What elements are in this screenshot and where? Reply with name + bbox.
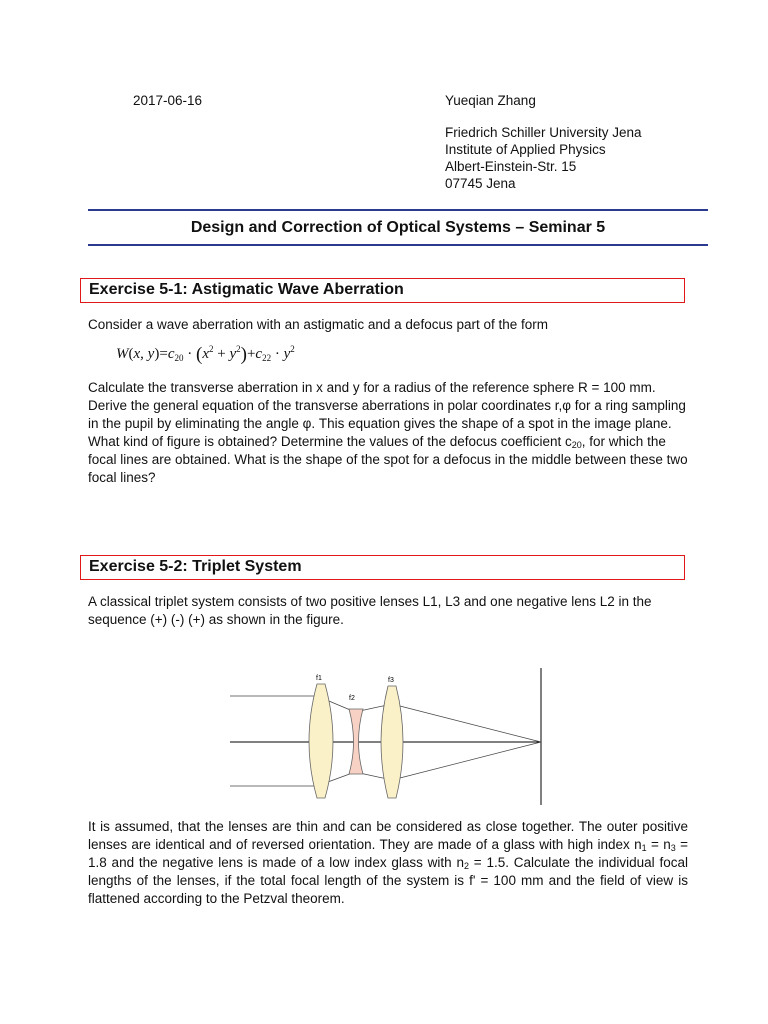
address-block [445,124,642,192]
address-line: Albert-Einstein-Str. 15 [445,159,577,174]
index-subscript: 2 [463,861,469,871]
exercise-1-body [88,379,688,487]
ray-upper-out [392,704,541,742]
exercise-1-intro: Consider a wave aberration with an astigmatic and a defocus part of the form [88,317,548,332]
address-line: 07745 Jena [445,176,516,191]
body-text: It is assumed, that the lenses are thin and can be considered as close together. The outer positive lenses are identical and of reversed orientation. They are made of a glass with high index n [88,819,688,852]
label-f2: f2 [349,695,355,702]
body-text: = 1.5. Calculate the individual focal lengths of the lenses, if the total focal length of the system is f' = 100 mm and the field of view is flattened according to the Petzval theorem. [88,855,688,906]
address-line: Institute of Applied Physics [445,142,606,157]
title-rule-top [88,209,708,211]
exercise-1-heading-box [80,278,685,303]
document-date: 2017-06-16 [133,93,203,108]
ray-lower-out [392,742,541,780]
exercise-2-intro: A classical triplet system consists of two positive lenses L1, L3 and one negative lens L2 in the sequence (+) (-) (+) as shown in the figure. [88,594,652,627]
label-f3: f3 [388,677,394,684]
exercise-1-body-text: Calculate the transverse aberration in x and y for a radius of the reference sphere R = 100 mm. Derive the general equation of the transverse aberrations in polar coordinates r,φ for a ring sampling in the pupil by eliminating the angle φ. This equation gives the shape of a spot in the image plane. What kind of figure is obtained? Determine the values of the defocus coefficient c [88,380,686,449]
label-f1: f1 [316,675,322,682]
wave-aberration-equation: W(x, $y)=c_{20} \cdot (x^2 + y^2)+c_{22} \cdot y^2$ [116,344,295,365]
exercise-1-body-text-end: , for which the focal lines are obtained. What is the shape of the spot for a defocus in the middle between these two focal lines? [88,434,688,485]
lens-l3 [381,686,403,798]
coefficient-subscript: 20 [571,440,582,450]
title-rule-bottom [88,244,708,246]
exercise-2-heading: Exercise 5-2: Triplet System [89,558,302,575]
body-text: = n [646,837,671,852]
exercise-2-heading-box [80,555,685,580]
lens-l1 [309,684,333,798]
index-subscript: 3 [670,843,676,853]
index-subscript: 1 [641,843,647,853]
body-text: = 1.8 and the negative lens is made of a low index glass with n [88,837,688,870]
page-title: Design and Correction of Optical Systems – Seminar 5 [190,219,606,236]
triplet-system-figure [225,664,550,809]
author-name: Yueqian Zhang [445,93,536,108]
exercise-2-body [88,818,688,908]
address-line: Friedrich Schiller University Jena [445,125,642,140]
exercise-1-heading: Exercise 5-1: Astigmatic Wave Aberration [89,281,404,298]
